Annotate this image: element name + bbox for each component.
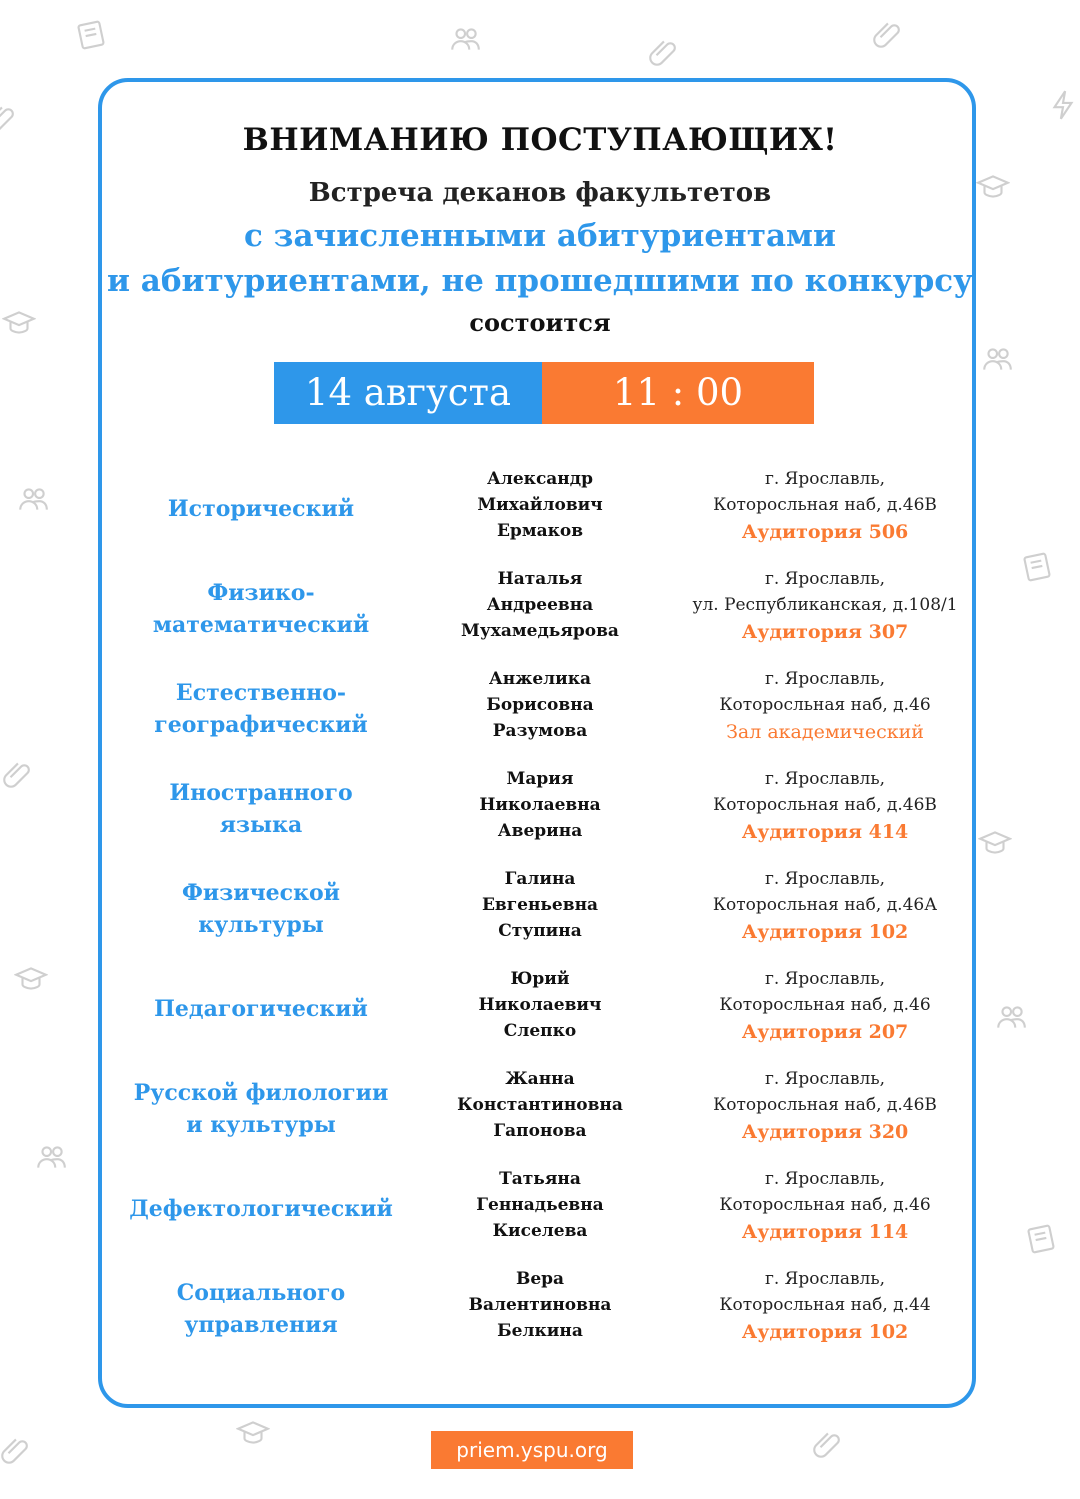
dean-name: Мария Николаевна Аверина bbox=[479, 769, 601, 841]
schedule-row bbox=[0, 1066, 1080, 1152]
schedule-row bbox=[0, 666, 1080, 752]
location: г. Ярославль, Которосльная наб, д.46А Аудитория 102 bbox=[665, 866, 985, 946]
dean-name: Вера Валентиновна Белкина bbox=[468, 1269, 612, 1341]
faculty-name: Физической культуры bbox=[182, 880, 340, 938]
faculty-name: Физико- математический bbox=[152, 580, 370, 638]
location: г. Ярославль, ул. Республиканская, д.108/1 Аудитория 307 bbox=[665, 566, 985, 646]
faculty-name: Педагогический bbox=[154, 996, 368, 1022]
subtitle: Встреча деканов факультетов bbox=[308, 178, 772, 208]
faculty-name: Дефектологический bbox=[129, 1196, 393, 1222]
location: г. Ярославль, Которосльная наб, д.46В Аудитория 414 bbox=[665, 766, 985, 846]
lightning-icon bbox=[1046, 88, 1080, 122]
dean-name: Наталья Андреевна Мухамедьярова bbox=[461, 569, 619, 641]
paperclip-icon bbox=[648, 34, 682, 68]
dean-name: Александр Михайлович Ермаков bbox=[477, 469, 603, 541]
graduation-cap-icon bbox=[236, 1416, 270, 1450]
schedule-row bbox=[0, 966, 1080, 1052]
dean-name: Анжелика Борисовна Разумова bbox=[486, 669, 594, 741]
room-label: Аудитория 414 bbox=[741, 821, 909, 843]
paperclip-icon bbox=[812, 1426, 846, 1460]
schedule-row bbox=[0, 866, 1080, 952]
location: г. Ярославль, Которосльная наб, д.46В Аудитория 506 bbox=[665, 466, 985, 546]
room-label: Аудитория 102 bbox=[741, 921, 909, 943]
room-label: Аудитория 307 bbox=[741, 621, 909, 643]
users-icon bbox=[448, 22, 482, 56]
dean-name: Жанна Константиновна Гапонова bbox=[457, 1069, 623, 1141]
room-label: Аудитория 506 bbox=[741, 521, 909, 543]
schedule-row bbox=[0, 466, 1080, 552]
page-title: ВНИМАНИЮ ПОСТУПАЮЩИХ! bbox=[242, 122, 838, 158]
faculty-name: Иностранного языка bbox=[169, 780, 353, 838]
paperclip-icon bbox=[0, 1432, 34, 1466]
highlight-line-1: с зачисленными абитуриентами bbox=[244, 218, 836, 254]
location: г. Ярославль, Которосльная наб, д.46В Аудитория 320 bbox=[665, 1066, 985, 1146]
faculty-name: Исторический bbox=[167, 496, 355, 522]
room-label: Зал академический bbox=[726, 721, 924, 743]
faculty-name: Русской филологии и культуры bbox=[133, 1080, 389, 1138]
dean-name: Юрий Николаевич Слепко bbox=[478, 969, 602, 1041]
schedule-row bbox=[0, 1166, 1080, 1252]
faculty-name: Естественно- географический bbox=[154, 680, 368, 738]
schedule-row bbox=[0, 566, 1080, 652]
schedule-row bbox=[0, 1266, 1080, 1352]
room-label: Аудитория 207 bbox=[741, 1021, 909, 1043]
faculty-name: Социального управления bbox=[176, 1280, 346, 1338]
location: г. Ярославль, Которосльная наб, д.44 Аудитория 102 bbox=[665, 1266, 985, 1346]
location: г. Ярославль, Которосльная наб, д.46 Аудитория 114 bbox=[665, 1166, 985, 1246]
paperclip-icon bbox=[872, 16, 906, 50]
highlight-line-2: и абитуриентами, не прошедшими по конкурсу bbox=[107, 263, 973, 299]
schedule-row bbox=[0, 766, 1080, 852]
book-icon bbox=[74, 18, 108, 52]
room-label: Аудитория 114 bbox=[741, 1221, 909, 1243]
location: г. Ярославль, Которосльная наб, д.46 Зал академический bbox=[665, 666, 985, 746]
dean-name: Татьяна Геннадьевна Киселева bbox=[476, 1169, 604, 1241]
website-link[interactable]: priem.yspu.org bbox=[431, 1431, 633, 1469]
time-badge: 11 : 00 bbox=[542, 362, 814, 424]
users-icon bbox=[980, 342, 1014, 376]
subtitle-occurs: состоится bbox=[469, 308, 611, 337]
room-label: Аудитория 102 bbox=[741, 1321, 909, 1343]
location: г. Ярославль, Которосльная наб, д.46 Аудитория 207 bbox=[665, 966, 985, 1046]
date-badge: 14 августа bbox=[274, 362, 542, 424]
room-label: Аудитория 320 bbox=[741, 1121, 909, 1143]
dean-name: Галина Евгеньевна Ступина bbox=[481, 869, 599, 941]
